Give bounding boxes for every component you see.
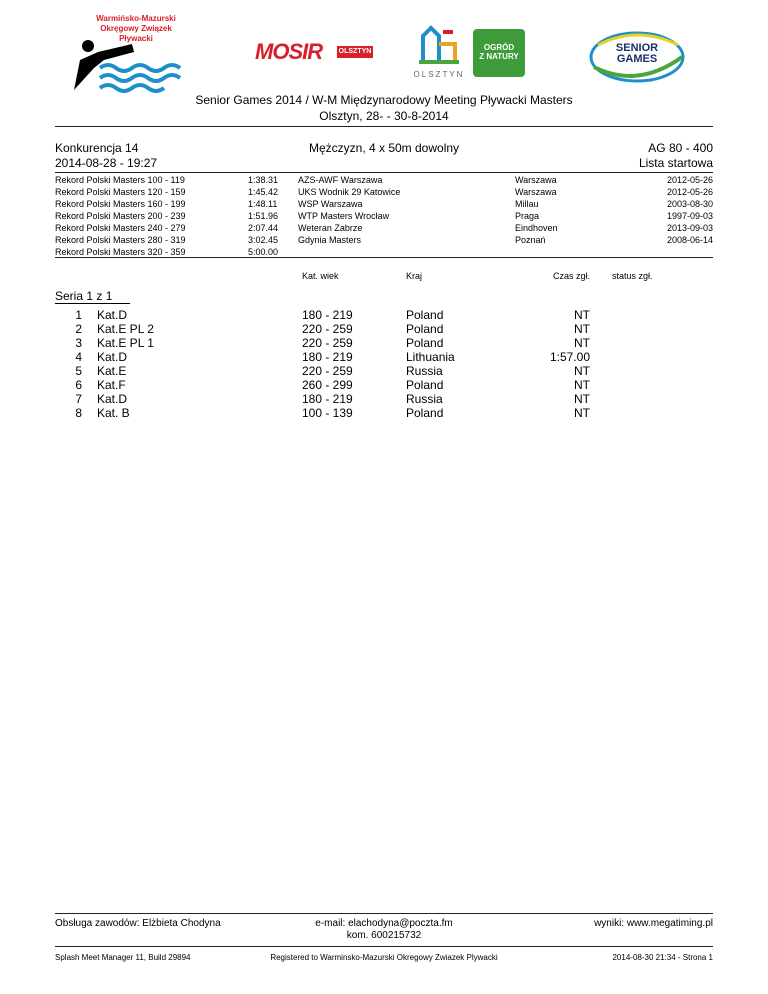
event-age-group: AG 80 - 400 xyxy=(648,141,713,155)
entry-country: Poland xyxy=(406,308,444,322)
wm-logo-line-3: Pływacki xyxy=(119,34,153,43)
record-time: 3:02.45 xyxy=(248,235,279,245)
record-date: 2012-05-26 xyxy=(666,175,713,185)
heat-label: Seria 1 z 1 xyxy=(55,289,113,303)
record-club: UKS Wodnik 29 Katowice xyxy=(298,187,401,197)
record-city: Warszawa xyxy=(515,187,557,197)
record-date: 2013-09-03 xyxy=(666,223,713,233)
entry-lane: 4 xyxy=(75,350,82,364)
countries-column xyxy=(406,308,506,420)
entry-time: NT xyxy=(574,308,590,322)
lanes-column xyxy=(60,308,82,420)
record-label: Rekord Polski Masters 200 - 239 xyxy=(55,211,186,221)
divider-footer-bottom xyxy=(55,946,713,947)
entry-country: Lithuania xyxy=(406,350,455,364)
record-city: Eindhoven xyxy=(515,223,558,233)
swimmer-icon xyxy=(70,38,190,94)
records-clubs xyxy=(298,175,498,259)
footer-service: Obsługa zawodów: Elżbieta Chodyna xyxy=(55,918,221,929)
col-header-entry-time: Czas zgł. xyxy=(552,271,590,281)
entry-team: Kat.E xyxy=(97,364,127,378)
record-city: Millau xyxy=(515,199,539,209)
records-dates xyxy=(613,175,713,259)
entry-country: Poland xyxy=(406,378,444,392)
records-cities xyxy=(515,175,615,259)
record-label: Rekord Polski Masters 240 - 279 xyxy=(55,223,186,233)
record-city: Warszawa xyxy=(515,175,557,185)
footer-printed: 2014-08-30 21:34 - Strona 1 xyxy=(612,953,713,962)
entry-age: 220 - 259 xyxy=(302,336,353,350)
record-label: Rekord Polski Masters 160 - 199 xyxy=(55,199,186,209)
entry-team: Kat.F xyxy=(97,378,126,392)
record-label: Rekord Polski Masters 120 - 159 xyxy=(55,187,186,197)
entry-age: 220 - 259 xyxy=(302,322,353,336)
mosir-logo xyxy=(255,40,375,64)
records-times xyxy=(248,175,288,259)
record-date: 2003-08-30 xyxy=(666,199,713,209)
entry-lane: 7 xyxy=(75,392,82,406)
record-date: 2012-05-26 xyxy=(666,187,713,197)
entry-team: Kat. B xyxy=(97,406,130,420)
entry-time: NT xyxy=(574,364,590,378)
entry-times-column xyxy=(510,308,590,420)
record-time: 1:38.31 xyxy=(248,175,279,185)
entry-country: Russia xyxy=(406,364,443,378)
footer-results-link: wyniki: www.megatiming.pl xyxy=(594,918,713,929)
record-time: 1:45.42 xyxy=(248,187,279,197)
divider-top xyxy=(55,126,713,127)
entry-age: 220 - 259 xyxy=(302,364,353,378)
record-label: Rekord Polski Masters 280 - 319 xyxy=(55,235,186,245)
entry-time: NT xyxy=(574,392,590,406)
footer-email: e-mail: elachodyna@poczta.fm xyxy=(315,918,453,929)
entry-time: NT xyxy=(574,378,590,392)
senior-games-logo xyxy=(588,27,686,85)
entry-lane: 6 xyxy=(75,378,82,392)
divider-records-bottom xyxy=(55,257,713,258)
entry-team: Kat.D xyxy=(97,308,128,322)
entry-time: NT xyxy=(574,322,590,336)
record-date: 2008-06-14 xyxy=(666,235,713,245)
divider-footer-top xyxy=(55,913,713,914)
entry-time: NT xyxy=(574,336,590,350)
meet-subtitle: Olsztyn, 28- - 30-8-2014 xyxy=(319,109,449,123)
wm-logo-line-1: Warmińsko-Mazurski xyxy=(96,14,176,23)
record-time: 1:51.96 xyxy=(248,211,279,221)
entry-lane: 5 xyxy=(75,364,82,378)
entry-country: Poland xyxy=(406,336,444,350)
ages-column xyxy=(302,308,392,420)
wm-logo-line-2: Okręgowy Związek xyxy=(100,24,172,33)
entry-lane: 3 xyxy=(75,336,82,350)
olsztyn-castle-icon xyxy=(417,22,461,66)
record-club: WSP Warszawa xyxy=(298,199,363,209)
record-club: AZS-AWF Warszawa xyxy=(298,175,383,185)
record-time: 2:07.44 xyxy=(248,223,279,233)
record-club: Gdynia Masters xyxy=(298,235,362,245)
event-name: Mężczyzn, 4 x 50m dowolny xyxy=(308,141,460,155)
col-header-age: Kat. wiek xyxy=(302,271,339,281)
entry-team: Kat.E PL 1 xyxy=(97,336,154,350)
entry-lane: 2 xyxy=(75,322,82,336)
olsztyn-logo-text: OLSZTYN xyxy=(413,70,465,79)
entry-team: Kat.D xyxy=(97,392,128,406)
record-label: Rekord Polski Masters 100 - 119 xyxy=(55,175,185,185)
entry-age: 180 - 219 xyxy=(302,308,353,322)
entry-country: Poland xyxy=(406,406,444,420)
event-datetime: 2014-08-28 - 19:27 xyxy=(55,156,158,170)
footer-registered: Registered to Warminsko-Mazurski Okregowy Zwiazek Plywacki xyxy=(270,953,498,962)
entry-age: 180 - 219 xyxy=(302,350,353,364)
event-number: Konkurencja 14 xyxy=(55,141,139,155)
heat-underline xyxy=(55,303,130,304)
col-header-country: Kraj xyxy=(406,271,423,281)
entry-time: NT xyxy=(574,406,590,420)
entry-lane: 8 xyxy=(75,406,82,420)
col-header-status: status zgł. xyxy=(612,271,653,281)
ogrod-line-2: Z NATURY xyxy=(479,52,519,61)
entry-age: 100 - 139 xyxy=(302,406,353,420)
mosir-logo-text: MOSIR xyxy=(255,39,323,64)
ogrod-line-1: OGRÓD xyxy=(483,43,515,52)
olsztyn-logo xyxy=(413,22,465,82)
event-list-type: Lista startowa xyxy=(638,156,713,170)
record-club: WTP Masters Wrocław xyxy=(298,211,390,221)
senior-logo-line-2: GAMES xyxy=(616,53,658,65)
record-time: 1:48.11 xyxy=(248,199,278,209)
mosir-logo-sub: OLSZTYN xyxy=(337,46,373,58)
senior-logo-line-1: SENIOR xyxy=(615,42,659,54)
record-city: Praga xyxy=(515,211,540,221)
divider-records-top xyxy=(55,172,713,173)
record-time: 5:00.00 xyxy=(248,247,279,257)
meet-title: Senior Games 2014 / W-M Międzynarodowy Meeting Pływacki Masters xyxy=(195,93,573,107)
ogrod-z-natury-logo xyxy=(473,29,525,77)
record-city: Poznań xyxy=(515,235,546,245)
entry-age: 180 - 219 xyxy=(302,392,353,406)
records-labels xyxy=(55,175,245,259)
entry-country: Poland xyxy=(406,322,444,336)
record-label: Rekord Polski Masters 320 - 359 xyxy=(55,247,186,257)
entry-lane: 1 xyxy=(75,308,82,322)
wm-ozp-logo xyxy=(70,12,190,90)
footer-software: Splash Meet Manager 11, Build 29894 xyxy=(55,953,191,962)
record-date: 1997-09-03 xyxy=(666,211,713,221)
footer-phone: kom. 600215732 xyxy=(346,930,422,941)
record-club: Weteran Zabrze xyxy=(298,223,363,233)
entry-team: Kat.D xyxy=(97,350,128,364)
entry-country: Russia xyxy=(406,392,443,406)
entry-team: Kat.E PL 2 xyxy=(97,322,154,336)
entry-time: 1:57.00 xyxy=(549,350,590,364)
entry-age: 260 - 299 xyxy=(302,378,353,392)
teams-column xyxy=(97,308,247,420)
